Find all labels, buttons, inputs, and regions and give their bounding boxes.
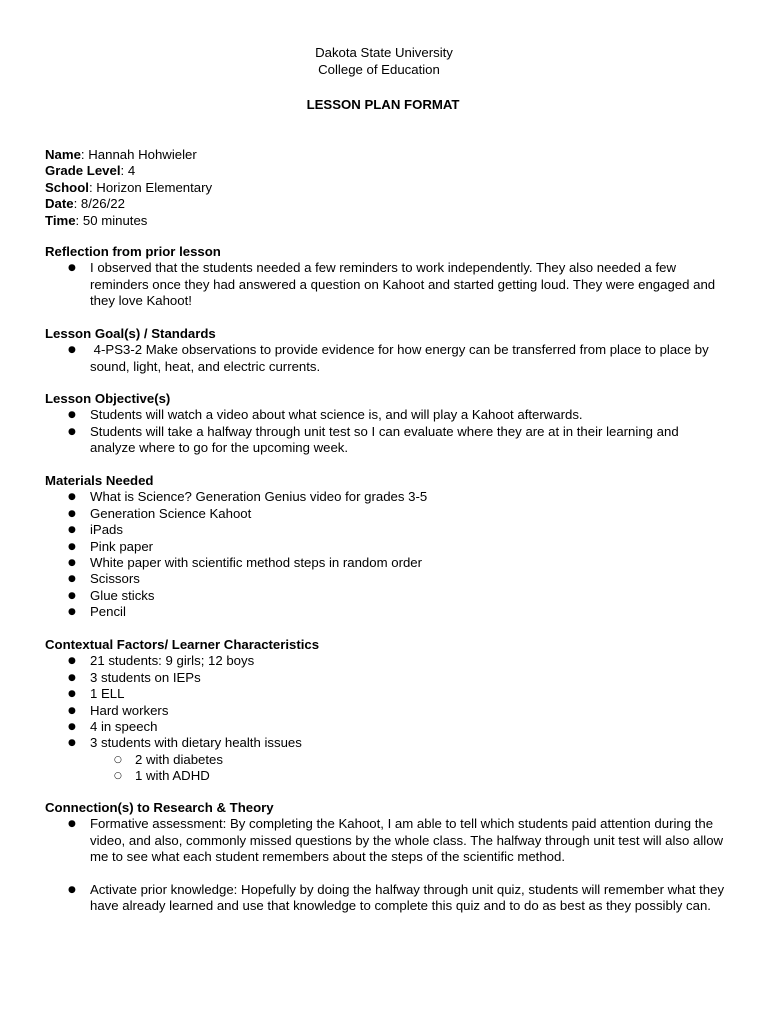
- list-item: ● 1 ELL: [45, 686, 725, 702]
- list-item: ● iPads: [45, 522, 725, 538]
- section-heading: Materials Needed: [45, 473, 154, 488]
- college-name: College of Education: [318, 62, 440, 77]
- info-value: : 50 minutes: [75, 212, 148, 228]
- document-title: LESSON PLAN FORMAT: [306, 97, 460, 112]
- info-name: [45, 147, 212, 163]
- info-label: Name: [45, 147, 81, 162]
- section-heading: Lesson Objective(s): [45, 391, 171, 406]
- info-date: [45, 196, 212, 212]
- info-label: Time: [45, 212, 76, 228]
- goals-section: [45, 326, 725, 375]
- section-heading: Lesson Goal(s) / Standards: [45, 326, 216, 341]
- info-label: School: [45, 179, 89, 195]
- objectives-section: [45, 391, 725, 457]
- list-item: ● 3 students with dietary health issues: [45, 735, 725, 751]
- info-time: [45, 213, 212, 229]
- list-item: ● White paper with scientific method steps in random order: [45, 555, 725, 571]
- list-item: ● Pencil: [45, 604, 725, 620]
- info-value: : Hannah Hohwieler: [80, 147, 197, 162]
- list-item: ● 21 students: 9 girls; 12 boys: [45, 653, 725, 669]
- info-school: [45, 180, 212, 196]
- list-item: ● I observed that the students needed a few reminders to work independently. They also needed a few reminders once they had answered a question on Kahoot and started getting loud. They were engaged and they love Kahoot!: [45, 260, 725, 309]
- list-item: ● Generation Science Kahoot: [45, 506, 725, 522]
- list-item: ● Students will watch a video about what science is, and will play a Kahoot afterwards.: [45, 407, 725, 423]
- section-heading: Reflection from prior lesson: [45, 244, 221, 259]
- section-heading: Connection(s) to Research & Theory: [45, 800, 274, 815]
- list-item: ● Students will take a halfway through unit test so I can evaluate where they are at in their learning and analyze where to go for the upcoming week.: [45, 424, 725, 457]
- info-label: Date: [45, 196, 74, 212]
- list-item: ● What is Science? Generation Genius video for grades 3-5: [45, 489, 725, 505]
- info-value: : Horizon Elementary: [88, 179, 213, 195]
- list-item: ● Formative assessment: By completing the Kahoot, I am able to tell which students paid attention during the video, and also, commonly missed questions by the whole class. The halfway through unit test will also allow me to see what each student remembers about the steps of the scientific method.: [45, 816, 725, 865]
- info-label: Grade Level: [45, 163, 121, 179]
- list-item: ● Hard workers: [45, 703, 725, 719]
- list-item: ● 4-PS3-2 Make observations to provide evidence for how energy can be transferred from place to place by sound, light, heat, and electric currents.: [45, 342, 725, 375]
- list-item: ● Scissors: [45, 571, 725, 587]
- sub-list-item: ○ 1 with ADHD: [45, 768, 725, 784]
- reflection-section: [45, 244, 725, 310]
- section-heading: Contextual Factors/ Learner Characteristics: [45, 637, 320, 652]
- paragraph-gap: [45, 866, 725, 882]
- list-item: ● Glue sticks: [45, 588, 725, 604]
- info-value: : 4: [120, 163, 136, 179]
- list-item: ● 4 in speech: [45, 719, 725, 735]
- list-item: ● 3 students on IEPs: [45, 670, 725, 686]
- info-value: : 8/26/22: [73, 196, 125, 212]
- lesson-info: [45, 147, 212, 229]
- materials-section: [45, 473, 725, 621]
- contextual-section: [45, 637, 725, 785]
- connections-section: [45, 800, 725, 914]
- sub-list-item: ○ 2 with diabetes: [45, 752, 725, 768]
- university-name: Dakota State University: [315, 45, 453, 60]
- list-item: ● Activate prior knowledge: Hopefully by doing the halfway through unit quiz, students will remember what they have already learned and use that knowledge to complete this quiz and to do as best as they possibly can.: [45, 882, 725, 915]
- info-grade-level: [45, 163, 212, 179]
- list-item: ● Pink paper: [45, 539, 725, 555]
